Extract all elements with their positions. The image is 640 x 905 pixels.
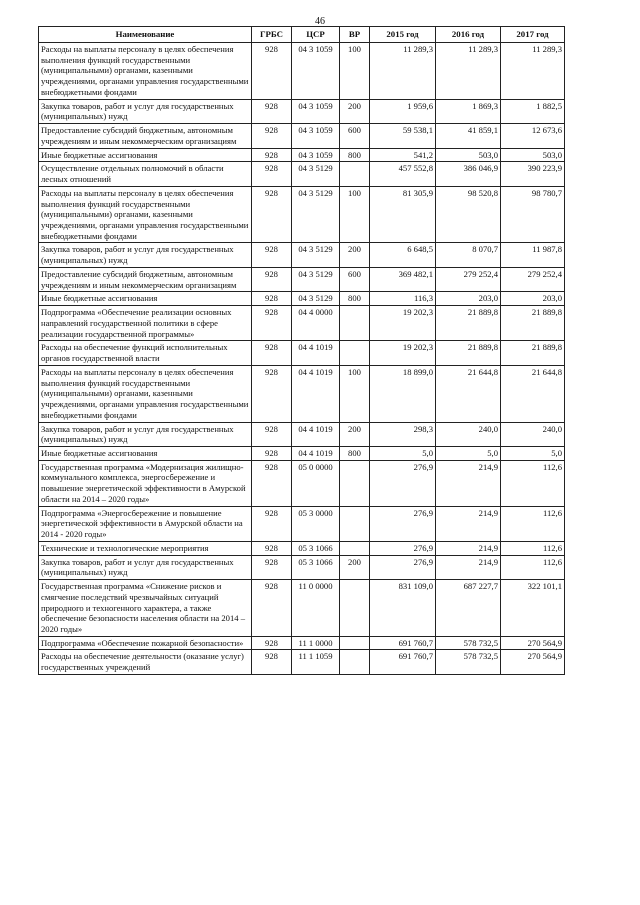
cell-grbs: 928: [252, 99, 292, 123]
cell-name: Расходы на обеспечение функций исполнительных органов государственной власти: [39, 341, 252, 365]
header-name: Наименование: [39, 27, 252, 43]
header-2016: 2016 год: [436, 27, 501, 43]
cell-2016: 21 644,8: [436, 365, 501, 422]
cell-name: Подпрограмма «Обеспечение реализации основных направлений государственной политики в сфере реализации государственной программы»: [39, 306, 252, 341]
cell-name: Закупка товаров, работ и услуг для государственных (муниципальных) нужд: [39, 243, 252, 267]
cell-vr: 800: [340, 446, 370, 460]
cell-2015: 6 648,5: [370, 243, 436, 267]
cell-2017: 112,6: [501, 460, 565, 506]
cell-vr: [340, 306, 370, 341]
cell-vr: [340, 341, 370, 365]
cell-csr: 04 3 1059: [292, 124, 340, 148]
table-row: [39, 306, 565, 341]
cell-2015: 59 538,1: [370, 124, 436, 148]
table-body: [39, 43, 565, 675]
cell-name: Иные бюджетные ассигнования: [39, 292, 252, 306]
cell-2017: 322 101,1: [501, 580, 565, 637]
table-row: [39, 243, 565, 267]
table-row: [39, 506, 565, 541]
cell-2016: 203,0: [436, 292, 501, 306]
cell-2015: 276,9: [370, 506, 436, 541]
cell-vr: 200: [340, 422, 370, 446]
table-row: [39, 541, 565, 555]
cell-grbs: 928: [252, 162, 292, 186]
cell-2017: 5,0: [501, 446, 565, 460]
cell-2015: 5,0: [370, 446, 436, 460]
header-2017: 2017 год: [501, 27, 565, 43]
cell-vr: 200: [340, 555, 370, 579]
cell-grbs: 928: [252, 636, 292, 650]
cell-csr: 05 3 0000: [292, 506, 340, 541]
cell-csr: 11 0 0000: [292, 580, 340, 637]
cell-grbs: 928: [252, 555, 292, 579]
cell-2015: 691 760,7: [370, 636, 436, 650]
table-row: [39, 650, 565, 674]
cell-grbs: 928: [252, 124, 292, 148]
cell-vr: [340, 541, 370, 555]
table-row: [39, 580, 565, 637]
cell-grbs: 928: [252, 580, 292, 637]
cell-2017: 112,6: [501, 541, 565, 555]
cell-vr: 600: [340, 267, 370, 291]
cell-2015: 276,9: [370, 555, 436, 579]
cell-grbs: 928: [252, 341, 292, 365]
cell-grbs: 928: [252, 243, 292, 267]
cell-csr: 04 3 5129: [292, 162, 340, 186]
table-row: [39, 636, 565, 650]
cell-vr: 800: [340, 292, 370, 306]
cell-csr: 04 4 0000: [292, 306, 340, 341]
table-header-row: [39, 27, 565, 43]
cell-2016: 11 289,3: [436, 43, 501, 100]
cell-grbs: 928: [252, 446, 292, 460]
cell-2016: 240,0: [436, 422, 501, 446]
cell-2015: 831 109,0: [370, 580, 436, 637]
cell-name: Закупка товаров, работ и услуг для государственных (муниципальных) нужд: [39, 422, 252, 446]
cell-grbs: 928: [252, 650, 292, 674]
cell-grbs: 928: [252, 43, 292, 100]
cell-csr: 04 3 5129: [292, 186, 340, 243]
cell-2015: 18 899,0: [370, 365, 436, 422]
cell-csr: 04 3 5129: [292, 292, 340, 306]
header-2015: 2015 год: [370, 27, 436, 43]
cell-2015: 276,9: [370, 541, 436, 555]
table-row: [39, 555, 565, 579]
header-grbs: ГРБС: [252, 27, 292, 43]
cell-2016: 386 046,9: [436, 162, 501, 186]
cell-2015: 11 289,3: [370, 43, 436, 100]
cell-2016: 214,9: [436, 555, 501, 579]
cell-2016: 21 889,8: [436, 306, 501, 341]
table-row: [39, 460, 565, 506]
cell-vr: 200: [340, 243, 370, 267]
cell-csr: 11 1 1059: [292, 650, 340, 674]
cell-name: Подпрограмма «Обеспечение пожарной безопасности»: [39, 636, 252, 650]
cell-vr: [340, 506, 370, 541]
cell-csr: 05 0 0000: [292, 460, 340, 506]
cell-2015: 457 552,8: [370, 162, 436, 186]
cell-grbs: 928: [252, 148, 292, 162]
cell-vr: 100: [340, 43, 370, 100]
table-row: [39, 124, 565, 148]
cell-name: Предоставление субсидий бюджетным, автономным учреждениям и иным некоммерческим организациям: [39, 267, 252, 291]
cell-2015: 19 202,3: [370, 306, 436, 341]
cell-name: Расходы на выплаты персоналу в целях обеспечения выполнения функций государственными (муниципальными) органами, казенными учреждениями, органами управления государственными внебюджетными фондами: [39, 43, 252, 100]
cell-2017: 112,6: [501, 506, 565, 541]
cell-2015: 81 305,9: [370, 186, 436, 243]
cell-2017: 240,0: [501, 422, 565, 446]
cell-csr: 04 4 1019: [292, 446, 340, 460]
cell-2016: 5,0: [436, 446, 501, 460]
cell-2017: 112,6: [501, 555, 565, 579]
cell-2016: 41 859,1: [436, 124, 501, 148]
cell-2015: 19 202,3: [370, 341, 436, 365]
cell-2016: 8 070,7: [436, 243, 501, 267]
cell-grbs: 928: [252, 186, 292, 243]
cell-name: Иные бюджетные ассигнования: [39, 446, 252, 460]
cell-2015: 276,9: [370, 460, 436, 506]
cell-name: Государственная программа «Снижение рисков и смягчение последствий чрезвычайных ситуаций природного и техногенного характера, а также обеспечение безопасности населения области на 2014 – 2020 годы»: [39, 580, 252, 637]
table-row: [39, 99, 565, 123]
cell-csr: 04 3 1059: [292, 99, 340, 123]
cell-grbs: 928: [252, 306, 292, 341]
cell-vr: 100: [340, 365, 370, 422]
cell-name: Расходы на выплаты персоналу в целях обеспечения выполнения функций государственными (муниципальными) органами, казенными учреждениями, органами управления государственными внебюджетными фондами: [39, 365, 252, 422]
cell-name: Иные бюджетные ассигнования: [39, 148, 252, 162]
header-csr: ЦСР: [292, 27, 340, 43]
cell-csr: 11 1 0000: [292, 636, 340, 650]
table-row: [39, 43, 565, 100]
cell-2017: 12 673,6: [501, 124, 565, 148]
page-number: 46: [315, 16, 325, 27]
cell-vr: [340, 650, 370, 674]
cell-2016: 578 732,5: [436, 636, 501, 650]
cell-2016: 98 520,8: [436, 186, 501, 243]
cell-grbs: 928: [252, 506, 292, 541]
cell-name: Расходы на выплаты персоналу в целях обеспечения выполнения функций государственными (муниципальными) органами, казенными учреждениями, органами управления государственными внебюджетными фондами: [39, 186, 252, 243]
cell-csr: 04 4 1019: [292, 341, 340, 365]
table-row: [39, 292, 565, 306]
table-row: [39, 267, 565, 291]
cell-2015: 369 482,1: [370, 267, 436, 291]
cell-csr: 04 3 1059: [292, 148, 340, 162]
cell-2016: 214,9: [436, 506, 501, 541]
cell-2017: 270 564,9: [501, 636, 565, 650]
cell-2017: 279 252,4: [501, 267, 565, 291]
cell-name: Закупка товаров, работ и услуг для государственных (муниципальных) нужд: [39, 555, 252, 579]
cell-name: Технические и технологические мероприятия: [39, 541, 252, 555]
cell-2015: 1 959,6: [370, 99, 436, 123]
cell-vr: 800: [340, 148, 370, 162]
table-row: [39, 446, 565, 460]
cell-name: Закупка товаров, работ и услуг для государственных (муниципальных) нужд: [39, 99, 252, 123]
cell-vr: 600: [340, 124, 370, 148]
cell-2016: 214,9: [436, 460, 501, 506]
cell-csr: 05 3 1066: [292, 555, 340, 579]
cell-2015: 691 760,7: [370, 650, 436, 674]
cell-2017: 11 289,3: [501, 43, 565, 100]
cell-2017: 203,0: [501, 292, 565, 306]
cell-name: Расходы на обеспечение деятельности (оказание услуг) государственных учреждений: [39, 650, 252, 674]
cell-grbs: 928: [252, 541, 292, 555]
cell-vr: 100: [340, 186, 370, 243]
cell-csr: 04 3 5129: [292, 267, 340, 291]
cell-2017: 503,0: [501, 148, 565, 162]
cell-grbs: 928: [252, 365, 292, 422]
cell-vr: [340, 636, 370, 650]
cell-grbs: 928: [252, 292, 292, 306]
cell-2015: 298,3: [370, 422, 436, 446]
cell-csr: 04 3 1059: [292, 43, 340, 100]
cell-2016: 578 732,5: [436, 650, 501, 674]
table-row: [39, 422, 565, 446]
table-row: [39, 148, 565, 162]
cell-csr: 05 3 1066: [292, 541, 340, 555]
cell-2017: 1 882,5: [501, 99, 565, 123]
cell-grbs: 928: [252, 460, 292, 506]
cell-2017: 98 780,7: [501, 186, 565, 243]
cell-2017: 270 564,9: [501, 650, 565, 674]
cell-grbs: 928: [252, 267, 292, 291]
cell-csr: 04 3 5129: [292, 243, 340, 267]
cell-name: Государственная программа «Модернизация жилищно-коммунального комплекса, энергосбережение и повышение энергетической эффективности в Амурской области на 2014 – 2020 годы»: [39, 460, 252, 506]
table-row: [39, 186, 565, 243]
cell-vr: [340, 580, 370, 637]
cell-csr: 04 4 1019: [292, 365, 340, 422]
cell-vr: [340, 162, 370, 186]
cell-2017: 11 987,8: [501, 243, 565, 267]
cell-2017: 21 889,8: [501, 306, 565, 341]
cell-csr: 04 4 1019: [292, 422, 340, 446]
cell-2017: 390 223,9: [501, 162, 565, 186]
cell-2016: 1 869,3: [436, 99, 501, 123]
header-vr: ВР: [340, 27, 370, 43]
cell-name: Подпрограмма «Энергосбережение и повышение энергетической эффективности в Амурской области на 2014 - 2020 годы»: [39, 506, 252, 541]
table-row: [39, 162, 565, 186]
cell-2015: 541,2: [370, 148, 436, 162]
cell-name: Предоставление субсидий бюджетным, автономным учреждениям и иным некоммерческим организациям: [39, 124, 252, 148]
cell-vr: 200: [340, 99, 370, 123]
cell-2016: 214,9: [436, 541, 501, 555]
cell-2016: 279 252,4: [436, 267, 501, 291]
cell-2016: 687 227,7: [436, 580, 501, 637]
table-row: [39, 341, 565, 365]
cell-grbs: 928: [252, 422, 292, 446]
cell-vr: [340, 460, 370, 506]
cell-2017: 21 644,8: [501, 365, 565, 422]
budget-table: [38, 26, 565, 675]
cell-name: Осуществление отдельных полномочий в области лесных отношений: [39, 162, 252, 186]
cell-2016: 21 889,8: [436, 341, 501, 365]
cell-2017: 21 889,8: [501, 341, 565, 365]
cell-2016: 503,0: [436, 148, 501, 162]
table-row: [39, 365, 565, 422]
cell-2015: 116,3: [370, 292, 436, 306]
